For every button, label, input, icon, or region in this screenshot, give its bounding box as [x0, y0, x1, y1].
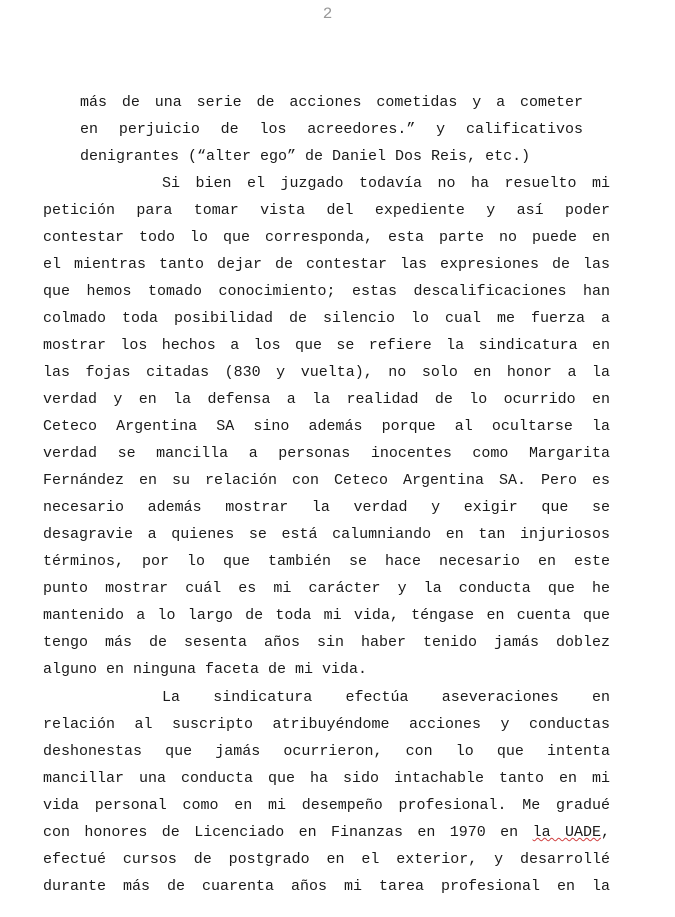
text-line: Fernández en su relación con Ceteco Argentina SA. Pero es: [43, 472, 610, 489]
text-line: [43, 823, 610, 843]
text-segment: con honores de Licenciado en Finanzas en 1970 en: [43, 824, 533, 841]
text-line: en perjuicio de los acreedores.” y calificativos: [80, 121, 583, 138]
text-line: alguno en ninguna faceta de mi vida.: [43, 661, 368, 678]
text-line: verdad y en la defensa a la realidad de lo ocurrido en: [43, 391, 610, 408]
text-line: punto mostrar cuál es mi carácter y la conducta que he: [43, 580, 610, 597]
text-line: petición para tomar vista del expediente y así poder: [43, 202, 610, 219]
text-line: necesario además mostrar la verdad y exigir que se: [43, 499, 610, 516]
text-line: deshonestas que jamás ocurrieron, con lo que intenta: [43, 743, 610, 760]
text-line: efectué cursos de postgrado en el exterior, y desarrollé: [43, 851, 610, 868]
text-line: las fojas citadas (830 y vuelta), no solo en honor a la: [43, 364, 610, 381]
text-line: relación al suscripto atribuyéndome acciones y conductas: [43, 716, 610, 733]
paragraph-first-line: La sindicatura efectúa aseveraciones en: [162, 689, 610, 706]
text-line: mostrar los hechos a los que se refiere la sindicatura en: [43, 337, 610, 354]
text-line: vida personal como en mi desempeño profesional. Me gradué: [43, 797, 610, 814]
text-line: contestar todo lo que corresponda, esta parte no puede en: [43, 229, 610, 246]
text-line: tengo más de sesenta años sin haber tenido jamás doblez: [43, 634, 610, 651]
text-line: el mientras tanto dejar de contestar las expresiones de las: [43, 256, 610, 273]
text-line: mancillar una conducta que ha sido intachable tanto en mi: [43, 770, 610, 787]
spellcheck-marked-text: la UADE: [532, 824, 601, 841]
page-number: 2: [322, 5, 333, 23]
text-line: durante más de cuarenta años mi tarea profesional en la: [43, 878, 610, 895]
text-line: denigrantes (“alter ego” de Daniel Dos Reis, etc.): [80, 148, 531, 165]
text-segment: ,: [600, 824, 610, 841]
paragraph-first-line: Si bien el juzgado todavía no ha resuelto mi: [162, 175, 610, 192]
text-line: Ceteco Argentina SA sino además porque al ocultarse la: [43, 418, 610, 435]
text-line: verdad se mancilla a personas inocentes como Margarita: [43, 445, 610, 462]
text-line: términos, por lo que también se hace necesario en este: [43, 553, 610, 570]
text-line: desagravie a quienes se está calumniando en tan injuriosos: [43, 526, 610, 543]
text-line: colmado toda posibilidad de silencio lo cual me fuerza a: [43, 310, 610, 327]
text-line: mantenido a lo largo de toda mi vida, téngase en cuenta que: [43, 607, 610, 624]
text-line: más de una serie de acciones cometidas y a cometer: [80, 94, 583, 111]
text-line: que hemos tomado conocimiento; estas descalificaciones han: [43, 283, 610, 300]
